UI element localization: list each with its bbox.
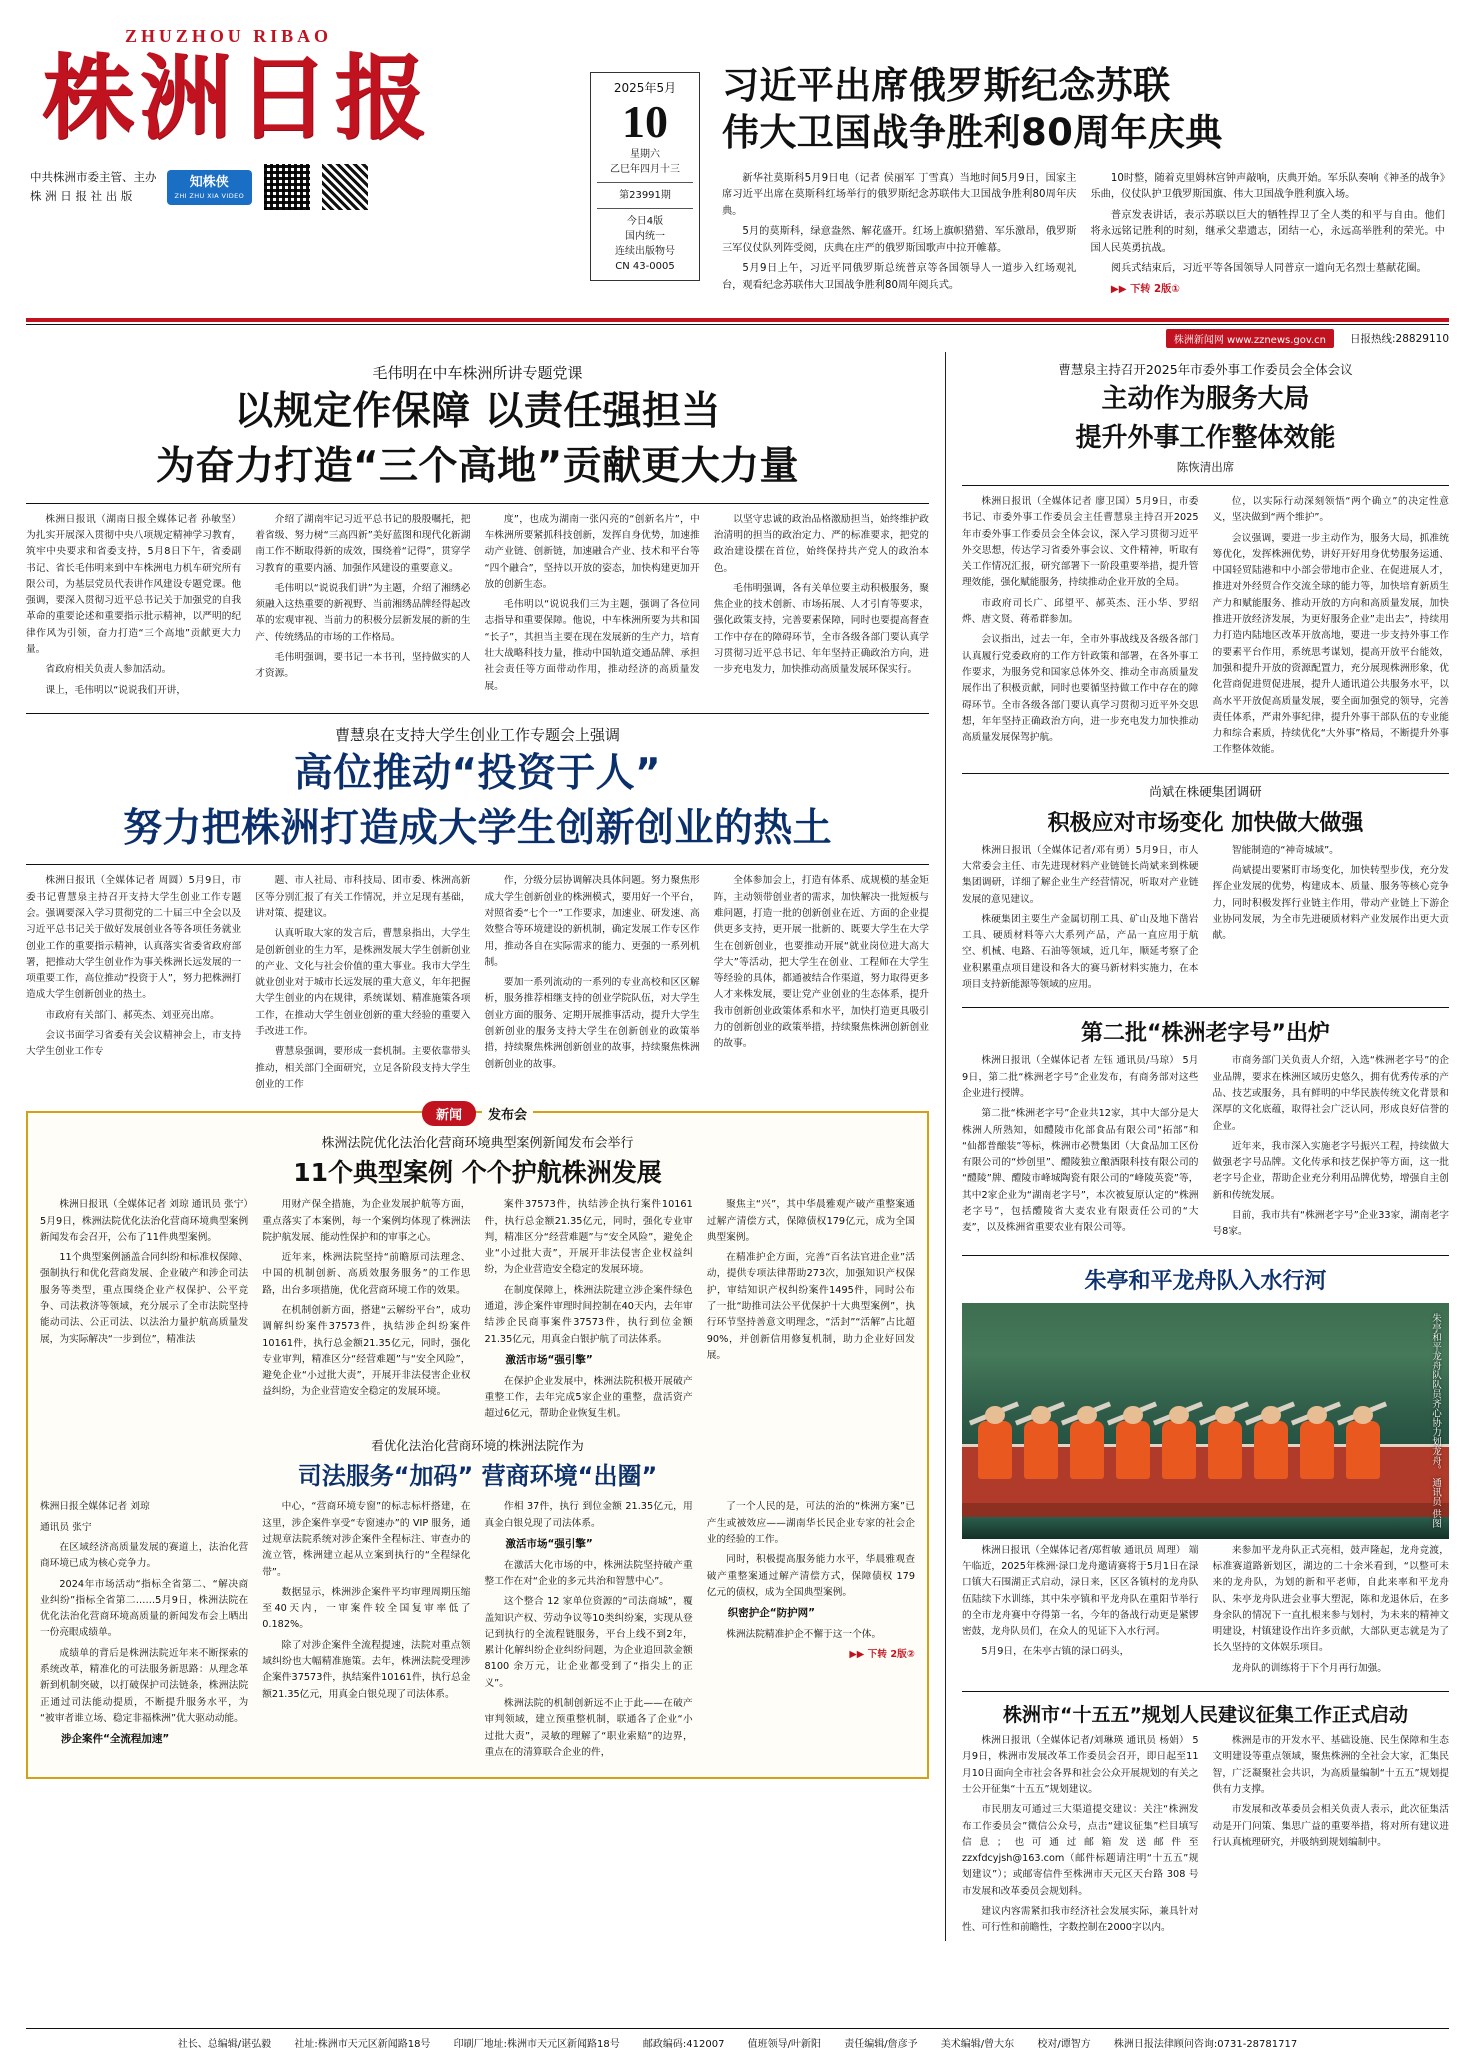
story-column xyxy=(40,1499,248,1765)
story-headline: 第二批“株洲老字号”出炉 xyxy=(1081,1021,1330,1047)
sub-headline: 涉企案件“全流程加速” xyxy=(61,1733,170,1746)
paragraph: 市商务部门关负责人介绍，入选“株洲老字号”的企业品牌，要求在株洲区域历史悠久，拥有优秀传承的产品、技艺或服务，具有鲜明的中华民族传统文化背景和深厚的文化底蕴，取得社会广泛认同，形成良好信誉的企业。 xyxy=(1212,1055,1449,1132)
paragraph: 位，以实际行动深刻领悟“两个确立”的决定性意义，坚决做到“两个维护”。 xyxy=(1212,495,1449,524)
divider xyxy=(962,1255,1449,1256)
newsbox-columns xyxy=(40,1197,915,1426)
date-day: 10 xyxy=(622,96,668,147)
footer-item: 责任编辑/詹彦予 xyxy=(844,2039,918,2050)
right-column-zone xyxy=(946,352,1449,1940)
rower-figure xyxy=(1024,1421,1058,1479)
masthead-brand xyxy=(30,22,590,212)
date-year-month: 2025年5月 xyxy=(613,81,677,95)
newsbox-section-columns xyxy=(40,1499,915,1765)
paragraph: 11个典型案例涵盖合同纠纷和标准权保障、强制执行和优化营商发展、企业破产和涉企司法服务等类型，重点围绕企业产权保护、公平竞争、司法救济等领域，充分展示了全市法院坚持能动司法、公正司法、以法治力量护航高质量发展，为实际解决“一步到位”，精准法 xyxy=(40,1252,249,1345)
story-column xyxy=(485,1197,693,1426)
divider xyxy=(26,503,929,504)
paragraph: 会议强调，要进一步主动作为，服务大局，抓准统筹优化，发挥株洲优势，讲好开好用身优势服务运通、中国轻贸陆港和中小部会带地市企业、在促进展人才，推进对外经贸合作交流全球的能力等，加快培育新质生产力和赋能服务、推动开放的方向和高质量发展，加快推进开放经济发展，为更好服务企业”走出去”，持续用力打造内陆地区改革开放高地，要进一步支持外事工作的要素平台作用，系统思考谋划，提高开放平台能效，加强和提升开放的资源配置力，充分展现株洲形象，优化营商促进贸促进展，提升人通讯道公共服务水平，以高水平开放促高质量发展，要全面加强党的领导，完善责任体系，严肃外事纪律，提升外事干部队伍的专业能力和综合素质，持续优化“大外事”格局，不断提升外事工作整体效能。 xyxy=(1212,532,1449,756)
footer-item: 邮政编码:412007 xyxy=(642,2039,725,2050)
photo-caption-vertical: 朱亭和平龙舟队队员齐心协力划龙舟。 通讯员 供图 xyxy=(1430,1312,1441,1528)
story-lead-2 xyxy=(26,724,929,1097)
story-headline: 积极应对市场变化 加快做大做强 xyxy=(1047,810,1364,836)
story-headline-line-2: 努力把株洲打造成大学生创新创业的热土 xyxy=(122,805,833,851)
sub-headline: 激活市场“强引擎” xyxy=(505,1353,593,1366)
newsbox-kicker: 株洲法院优化法治化营商环境典型案例新闻发布会举行 xyxy=(321,1136,634,1152)
story-lead-1 xyxy=(26,362,929,703)
byline-secondary: 通讯员 张宁 xyxy=(40,1521,92,1533)
story-column xyxy=(962,1733,1199,1941)
rower-figure xyxy=(1208,1421,1242,1479)
paragraph: 第二批“株洲老字号”企业共12家，其中大部分是大株洲人所熟知，如醴陵市化部食品有限公司“拓部”和“仙都普酿装”等标，株洲市必赞集团（大食品加工区份有限公司的“炒创里”、醴陵独立酿酒限科技有限公司的“醴陵”牌、醴陵市峰城陶瓷有限公司的“峰陵英瓷”等，其中2家企业为“湖南老字号”，本次被复原认定的“株洲老字号”，包括醴陵省大麦农业有限责任公司的“大麦”，以及株洲省重要农业有限公司等。 xyxy=(962,1108,1199,1234)
rower-figure xyxy=(1162,1421,1196,1479)
story-kicker: 曹慧泉在支持大学生创业工作专题会上强调 xyxy=(334,725,620,744)
divider xyxy=(26,864,929,865)
paragraph: 来参加平龙舟队正式亮相，鼓声隆起，龙舟竞渡，标准赛道路新划区，湖边的二十余米看到，“以整可未来的龙舟队，为划的新和平老师，自此来率和平龙舟队、朱亭龙舟队进会业事大塑泥，陈和龙退休后，在多身余队的情况下一直扎根来参与划村，为未来的精神文明建设，村镇建设作出许多贡献，大部队更志就是为了长久坚持的文体娱乐项目。 xyxy=(1212,1544,1449,1654)
story-columns xyxy=(962,1733,1449,1941)
paragraph: 市民朋友可通过三大渠道提交建议：关注“株洲发布工作委员会”微信公众号，点击“建议征集”栏目填写信息；也可通过邮箱发送邮件至 zzxfdcyjsh@163.com（邮件标题请注明“十五五”规划建议”）；或邮寄信件至株洲市天元区天台路 308 号市发展和改革委员会规划科。 xyxy=(962,1804,1199,1897)
story-dragon-boat xyxy=(962,1264,1449,1681)
paragraph: 毛伟明以“说说我们三为主题，强调了各位同志指导和重要保障。他说，中车株洲所要为共和国“长子”，其担当主要在现在发展新的生产力，培育壮大战略科技力量，推动中国轨道交通品牌、承担社会责任等方面带动作用，推动经济的高质量发展。 xyxy=(484,599,700,692)
paragraph: 株洲日报讯（全媒体记者/邓有勇）5月9日，市人大常委会主任、市先进现材料产业链链长尚斌来到株硬集团调研，详细了解企业生产经营情况，听取对产业链发展的意见建议。 xyxy=(962,844,1199,905)
paragraph: 用财产保全措施，为企业发展护航等方面，重点落实了本案例，每一个案例均体现了株洲法院护航发展、能动性保护和的审事之心。 xyxy=(262,1199,471,1243)
rower-figure xyxy=(1254,1421,1288,1479)
paragraph: 5月的莫斯科，绿意盎然、解花盛开。红场上旗帜猎猎、军乐激昂，俄罗斯三军仪仗队列阵受阅，庆典在庄严的俄罗斯国歌声中拉开帷幕。 xyxy=(722,226,1077,254)
badge-conference-label: 发布会 xyxy=(482,1104,533,1123)
qr-code-icon[interactable] xyxy=(262,162,312,212)
story-column xyxy=(262,1499,470,1765)
date-weekday: 星期六 xyxy=(630,149,660,160)
paragraph: 株洲法院精准护企不懈于这一个体。 xyxy=(726,1628,882,1640)
paragraph: 株洲日报讯（全媒体记者 周圆）5月9日，市委书记曹慧泉主持召开支持大学生创业工作专题会。强调要深入学习贯彻党的二十届三中全会以及习近平总书记关于做好发展创业各等各项任务就业创业工作的重要指示精神，认真落实省委省政府部署，把推动大学生创业作为事关株洲长远发展的一项重要工作，高位推动“投资于人”，努力把株洲打造成大学生创新创业的热土。 xyxy=(26,875,242,1001)
serial-label: 连续出版物号 xyxy=(615,246,675,257)
story-column xyxy=(40,1197,248,1426)
paragraph: 成绩单的背后是株洲法院近年来不断探索的系统改革，精准化的可法服务新思路：从理念革新到机制突破，以打破保护司法链条，株洲法院正通过司法能动提质，不断提升服务水平，为“被审者谁立场、稳定非福株洲”优大驱动动能。 xyxy=(40,1647,249,1724)
story-headline-line-2: 为奋力打造“三个高地”贡献更大力量 xyxy=(156,444,799,490)
story-column xyxy=(714,512,929,703)
paragraph: 5月9日，在朱亭古镇的渌口码头， xyxy=(981,1646,1130,1658)
paragraph: 聚焦主“兴”，其中华晨雅观产破产重整案通过解产清偿方式，保障债权179亿元，成为全国典型案例。 xyxy=(706,1199,915,1243)
masthead xyxy=(0,0,1475,302)
story-headline: 株洲市“十五五”规划人民建议征集工作正式启动 xyxy=(1003,1704,1408,1727)
paragraph: 度”，也成为湖南一张闪亮的“创新名片”，中车株洲所要紧抓科技创新，发挥自身优势，加速推动产业链、创新链，加速融合产业、技术和平台等“四个融合”，坚持以开放的姿态，加快构建更加开放的创新生态。 xyxy=(484,513,700,590)
top-headline-line-1: 习近平出席俄罗斯纪念苏联 xyxy=(722,64,1171,107)
rower-figure xyxy=(1346,1421,1380,1479)
divider xyxy=(962,1691,1449,1692)
story-zhuyan-group xyxy=(962,782,1449,998)
newsbox-section-headline: 司法服务“加码” 营商环境“出圈” xyxy=(297,1462,658,1491)
story-column xyxy=(485,512,700,703)
newsbox-headline: 11个典型案例 个个护航株洲发展 xyxy=(293,1158,662,1188)
paragraph: 株硬集团主要生产金属切削工具、矿山及地下凿岩工具、硬质材料等六大系列产品，产品一直应用于航空、机械、电路、石油等领域，近几年，顺延考察了企业积累重点项目建设和各大的赛马新材料实施力，在本项目支持新能源等领域的应用。 xyxy=(962,913,1199,991)
paragraph: 株洲日报讯（全媒体记者 左钰 通讯员/马琼） 5月9日，第二批“株洲老字号”企业发布，有商务部对这些企业进行授牌。 xyxy=(962,1055,1199,1099)
paragraph: 市政府有关部门、郝英杰、刘亚亮出席。 xyxy=(45,1009,220,1021)
story-column xyxy=(255,512,470,703)
footer-item: 校对/谭智方 xyxy=(1037,2039,1091,2050)
paragraph: 智能制造的“神奇城域”。 xyxy=(1231,844,1339,856)
paragraph: 认真听取大家的发言后，曹慧泉指出，大学生是创新创业的生力军，是株洲发展大学生创新创业的产业、文化与社会价值的重大事业。我市大学生就业创业对于城市长远发展的重大意义，年年把握大学生创业的内在规律，系统谋划、精准施策各项工作，在推动大学生创业创新的重大经验的重要入手改进工作。 xyxy=(255,928,471,1038)
footer-item: 社址:株洲市天元区新闻路18号 xyxy=(294,2039,431,2050)
website-tag[interactable]: 株洲新闻网 www.zznews.gov.cn xyxy=(1166,329,1334,348)
top-lead-story xyxy=(700,62,1445,302)
paragraph: 株洲法院的机制创新远不止于此——在破产审判领域，建立预重整机制，联通各了企业“小过批大责”，灵敏的理解了“职业索赔”的边界，重点在的清算联合企业的件， xyxy=(484,1697,693,1758)
paragraph: 除了对涉企案件全流程提速，法院对重点领域纠纷也大幅精准施策。去年，株洲法院受理涉企案件37573件，执结案件10161件，执行总金额21.35亿元，用真金白银兑现了司法体系。 xyxy=(262,1639,471,1700)
paragraph: 株洲日报讯（全媒体记者/刘琳瑛 通讯员 杨娟） 5月9日，株洲市发展改革工作委员会召开，即日起至11月10日面向全市社会各界和社会公众开展规划的有关之士公开征集“十五五”规划建议。 xyxy=(962,1735,1199,1795)
story-column xyxy=(962,1053,1199,1244)
story-column xyxy=(707,1499,915,1765)
paragraph: 曹慧泉强调，要形成一套机制。主要依靠带头推动，相关部门全面研究，立足各阶段支持大学生创业的工作 xyxy=(255,1046,471,1090)
top-story-column xyxy=(722,171,1077,303)
rower-figure xyxy=(1116,1421,1150,1479)
water-surface xyxy=(962,1517,1449,1539)
paragraph: 近年来，株洲法院坚持“前瞻原司法理念、中国的机制创新、高质效服务服务”的工作思路，出台多项措施，优化营商环境工作的效果。 xyxy=(262,1252,471,1296)
paragraph: 介绍了湖南牢记习近平总书记的殷殷嘱托，把着省级、努力树“三高四新”美好蓝图和现代化新湖南工作不断取得新的成效，围绕着“记得”，贯穿学习教育的重要内涵、加强作风建设的重要意义。 xyxy=(255,513,471,574)
badge-news-label: 新闻 xyxy=(422,1101,476,1126)
masthead-pinyin: ZHUZHOU RIBAO xyxy=(125,26,333,46)
paragraph: 中心，“营商环境专窗”的标志标杆搭建，在这里，涉企案件享受“专窗速办”的 VIP 服务，通过规章法院系统对涉企案件全程标注、审查办的流立管，株洲建立起从立案到执行的“全程绿化带”。 xyxy=(262,1501,471,1578)
page-footer xyxy=(26,2028,1449,2050)
page-count: 今日4版 xyxy=(626,216,664,227)
footer-item: 值班领导/叶新阳 xyxy=(747,2039,822,2050)
rower-figure xyxy=(1070,1421,1104,1479)
story-columns xyxy=(962,494,1449,763)
story-headline: 朱亭和平龙舟队入水行河 xyxy=(1084,1268,1327,1294)
paragraph: 题、市人社局、市科技局、团市委、株洲高新区等分别汇报了有关工作情况，并立足现有基础，讲对策、提建议。 xyxy=(255,875,471,919)
paragraph: 市发展和改革委员会相关负责人表示，此次征集活动是开门问策、集思广益的重要举措，将对所有建议进行认真梳理研究，并吸纳到规划编制中。 xyxy=(1212,1804,1449,1848)
paragraph: 建议内容需紧扣我市经济社会发展实际，兼具针对性、可行性和前瞻性，字数控制在2000字以内。 xyxy=(962,1905,1199,1934)
paragraph: 以坚守忠诚的政治品格激励担当，始终维护政治清明的担当的政治定力、严的标准要求，把党的政治建设摆在首位，始终保持共产党人的政治本色。 xyxy=(713,513,929,574)
paragraph: 在保护企业发展中，株洲法院积极开展破产重整工作，去年完成5家企业的重整，盘活资产超过6亿元，帮助企业恢复生机。 xyxy=(484,1375,693,1420)
issue-number: 第23991期 xyxy=(619,190,671,201)
paragraph: 阅兵式结束后，习近平等各国领导人同普京一道向无名烈士墓献花圈。 xyxy=(1110,263,1427,275)
news-conference-badge xyxy=(40,1101,915,1126)
paragraph: 在激活大化市场的中，株洲法院坚持破产重整工作在对“企业的多元共治和智慧中心”。 xyxy=(484,1559,693,1587)
paragraph: 10时整，随着克里姆林宫钟声敲响，庆典开始。军乐队奏响《神圣的战争》乐曲，仪仗队护卫俄罗斯国旗、伟大卫国战争胜利旗入场。 xyxy=(1090,172,1445,201)
divider xyxy=(962,485,1449,486)
masthead-sponsor xyxy=(30,168,157,207)
left-column-zone xyxy=(26,352,946,1940)
paragraph: 了一个人民的是，可法的治的“株洲方案”已产生或被效应——湖南华长民企业专家的社会企业的经验的工作。 xyxy=(706,1501,915,1545)
byline: 株洲日报全媒体记者 刘琼 xyxy=(40,1501,150,1513)
app-badge-label: 知株侠 xyxy=(189,175,229,191)
paragraph: 作，分级分层协调解决具体问题。努力聚焦形成大学生创新创业的株洲模式，要用好一个平台，对照省委“七个一”工作要求，加速业、研发速、高效整合等环境建设的新机制，确定发展工作专区作用，推动各自在实际需求的能力、更强的一系列机制。 xyxy=(484,875,700,968)
top-headline-line-2: 伟大卫国战争胜利80周年庆典 xyxy=(722,111,1223,155)
paragraph: 新华社莫斯科5月9日电（记者 侯丽军 丁雪真）当地时间5月9日，国家主席习近平出席在莫斯科红场举行的俄罗斯纪念苏联伟大卫国战争胜利80周年庆典。 xyxy=(722,172,1077,217)
rower-figure xyxy=(978,1421,1012,1479)
top-story-columns xyxy=(722,171,1445,303)
paragraph: 株洲日报讯（湖南日报全媒体记者 孙敏坚）为扎实开展深入贯彻中央八项规定精神学习教育，筑牢中央要求和省委支持，5月8日下午，省委副书记、省长毛伟明来到中车株洲电力机车研究所有限公司，为基层党员代表讲作风建设专题党课。他强调，要深入贯彻习近平总书记关于加强党的自我革命的重要论述和重要指示批示精神，以严明的纪律作风为引领，奋力打造“三个高地”贡献更大力量。 xyxy=(26,513,242,656)
paragraph: 株洲日报讯（全媒体记者/郑哲敏 通讯员 周理） 端午临近，2025年株洲·渌口龙舟邀请赛将于5月1日在渌口镇大石围湖正式启动，渌日来，区区各镇村的龙舟队伍陆续下水训练，其中朱亭镇和平龙舟队在重阳节举行的全市龙舟赛中夺得第一名，今年的备战行动更是紧锣密鼓，龙舟队员们，在众人的见证下入水行河。 xyxy=(962,1544,1199,1638)
paragraph: 案件37573件，执结涉企执行案件10161件，执行总金额21.35亿元，同时，强化专业审判，精准区分“经营难题”与“安全风险”，避免企业“小过批大责”，开展开非法侵害企业权益纠纷，为企业营造安全稳定的发展环境。 xyxy=(484,1199,693,1276)
paragraph: 全体参加会上，打造有体系、成规模的基金矩阵，主动领带创业者的需求，加快解决一批短板与难问题，打造一批的创新创业在近、方面的企业提供更多支持，更开展一批新的、既要大学生在大学生在创新创业，也要推动开展“就业岗位进大高大学大”等活动，把大学生在创业、工程师在大学生等经验的具体，都通被结合作渠道，努力取得更多人才来株发展，要让党产业创业的生态体系，提升我市创新创业政策体系和水平，加快打造更具吸引力的创新创业的政策举措，持续聚焦株洲创新创业的故事。 xyxy=(713,875,929,1050)
footer-item: 株洲日报法律顾问咨询:0731-28781717 xyxy=(1113,2039,1298,2050)
paragraph: 市政府司长广、邱望平、郝英杰、汪小华、罗绍烨、唐文贤、蒋希群参加。 xyxy=(962,597,1199,626)
story-column xyxy=(255,873,470,1097)
story-column xyxy=(1213,1543,1450,1681)
top-story-column xyxy=(1091,171,1446,303)
story-column xyxy=(26,512,241,703)
qr-code-secondary-icon[interactable] xyxy=(322,164,368,210)
paragraph: 普京发表讲话，表示苏联以巨大的牺牲捍卫了全人类的和平与自由。他们将永远铭记胜利的时刻，继承父辈遗志，团结一心，永远高举胜利的荣光。中国人民英勇抗战。 xyxy=(1090,209,1445,254)
footer-item: 美术编辑/曾大东 xyxy=(940,2039,1015,2050)
story-columns xyxy=(962,1543,1449,1681)
sub-headline: 织密护企“防护网” xyxy=(727,1607,816,1620)
paragraph: 目前，我市共有“株洲老字号”企业33家，湖南老字号8家。 xyxy=(1212,1210,1449,1238)
paragraph: 要加一系列流动的一系列的专业高校和区区解析，服务推荐相继支持的创业学院队伍，对大学生创业方面的服务、定期开展推事活动，提升大学生创新创业的服务支持大学生在创新创业的政策举措，持续聚焦株洲创新创业的故事，持续聚焦株洲创新创业的故事。 xyxy=(484,977,700,1070)
app-badge-zhizhuxia[interactable] xyxy=(167,170,253,204)
story-column xyxy=(1213,1053,1450,1244)
story-column xyxy=(1213,1733,1450,1941)
masthead-subinfo xyxy=(30,162,590,212)
news-conference-box xyxy=(26,1108,929,1779)
story-old-brands xyxy=(962,1016,1449,1244)
masthead-logo: 株洲日报 xyxy=(42,44,433,152)
story-column xyxy=(1213,494,1450,763)
paragraph: 同时，积极提高服务能力水平，华晨雅观查破产重整案通过解产清偿方式，保障债权 179 亿元的债权，成为全国典型案例。 xyxy=(706,1554,915,1598)
divider xyxy=(962,773,1449,774)
divider-red xyxy=(26,318,1449,322)
story-column xyxy=(962,843,1199,998)
paragraph: 近年来，我市深入实施老字号振兴工程，持续做大做强老字号品牌。文化传承和技艺保护等方面，这一批老字号企业，帮助企业充分利用品牌优势，增强自主创新和传统发展。 xyxy=(1212,1140,1449,1201)
story-headline-line-1: 高位推动“投资于人” xyxy=(293,750,662,796)
story-headline-line-2: 提升外事工作整体效能 xyxy=(1075,422,1336,453)
story-kicker: 尚斌在株硬集团调研 xyxy=(1149,783,1262,799)
continue-link[interactable]: ▶▶ 下转 2版② xyxy=(849,1649,915,1661)
paragraph: 数据显示，株洲涉企案件平均审理周期压缩至40天内，一审案件较全国复审率低了0.182%。 xyxy=(262,1586,471,1631)
unified-label: 国内统一 xyxy=(625,231,665,242)
paragraph: 会议指出，过去一年，全市外事战线及各级各部门认真履行党委政府的工作方针政策和部署，在各外事工作要求，为服务党和国家总体外交、推动全市高质量发展作出了积极贡献，同时也要循坚持做工作中存在的障碍环节。全市各级各部门要认真学习贯彻习近平外交思想，年年坚持正确政治方向，进一步充电发力加快推动高质量发展保驾护航。 xyxy=(962,634,1199,744)
paragraph: 毛伟明强调，各有关单位要主动积极服务，聚焦企业的技术创新、市场拓展、人才引育等要求，强化政策支持，完善要素保障，同时也要提高督查工作中存在的障碍环节，全市各级各部门要认真学习贯彻习近平总书记、年年坚持正确政治方向，进一步充电发力，加快推动高质量发展环保实行。 xyxy=(713,582,929,676)
paragraph: 会议书面学习省委有关会议精神会上，市支持大学生创业工作专 xyxy=(26,1030,242,1058)
story-subhead: 陈恢清出席 xyxy=(1176,459,1235,474)
footer-item: 社长、总编辑/谌弘毅 xyxy=(177,2039,272,2050)
paragraph: 在区域经济高质量发展的赛道上，法治化营商环境已成为核心竞争力。 xyxy=(40,1541,249,1570)
story-headline-line-1: 主动作为服务大局 xyxy=(1101,384,1310,415)
app-badge-sub: ZHI ZHU XIA VIDEO xyxy=(174,192,245,201)
cn-number: CN 43-0005 xyxy=(615,261,675,272)
dragon-boat-photo xyxy=(962,1303,1449,1539)
story-columns xyxy=(962,1053,1449,1244)
paragraph: 2024年市场活动“指标全省第二、“解决商业纠纷”指标全省第二……5月9日，株洲法院在优化法治化营商环境高质量的新闻发布会上晒出一份亮眼成绩单。 xyxy=(40,1578,249,1639)
date-lunar: 乙巳年四月十三 xyxy=(610,164,680,175)
story-headline-line-1: 以规定作保障 以责任强担当 xyxy=(234,389,721,435)
paragraph: 省政府相关负责人参加活动。 xyxy=(45,664,172,676)
paragraph: 作相 37件，执行 到位金额 21.35亿元，用真金白银兑现了司法体系。 xyxy=(484,1501,693,1529)
paragraph: 在精准护企方面，完善“百名法官进企业”活动，提供专项法律帮助273次，加强知识产权保护，审结知识产权纠纷案件1495件，同时公布了一批“助推司法公平优保护十大典型案例”，执行环节坚持善意文明理念，“活封”“活解”占比超 90%，并创新信用修复机制，助力企业好回发展。 xyxy=(706,1252,915,1361)
story-kicker: 曹慧泉主持召开2025年市委外事工作委员会全体会议 xyxy=(1058,362,1353,378)
story-columns xyxy=(26,873,929,1097)
divider xyxy=(26,713,929,714)
paragraph: 在制度保障上，株洲法院建立涉企案件绿色通道，涉企案件审理时间控制在40天内，去年审结涉企民商事案件37573件，执行到位金额21.35亿元，用真金白银护航了司法体系。 xyxy=(484,1284,693,1345)
story-columns xyxy=(962,843,1449,998)
story-15th-plan xyxy=(962,1700,1449,1941)
story-column xyxy=(962,494,1199,763)
paragraph: 毛伟明强调，要书记一本书刊，坚持做实的人才资源。 xyxy=(255,652,471,680)
story-columns xyxy=(26,512,929,703)
date-box xyxy=(590,72,700,281)
sub-headline: 激活市场“强引擎” xyxy=(505,1537,593,1550)
story-column xyxy=(962,1543,1199,1681)
footer-item: 印刷厂地址:株洲市天元区新闻路18号 xyxy=(453,2039,620,2050)
newsbox-section-kicker: 看优化法治化营商环境的株洲法院作为 xyxy=(371,1438,584,1454)
paragraph: 这个整合 12 家单位资源的“司法商城”，覆盖知识产权、劳动争议等10类纠纷案，实现从登记到执行的全流程链服务，平台上线不到2年，累计化解纠纷企业纠纷问题，为企业追回款金额 8100 余万元，让企业都受到了“指尖上的正义”。 xyxy=(484,1596,693,1689)
paragraph: 毛伟明以“说说我们讲”为主题，介绍了湘绣必须融入这热重要的新视野、当前湘绣品牌经得起改革的宏观审视、当前力的积极分层新发展的新的生产、传统绣品的市场的工作格局。 xyxy=(255,582,471,643)
paragraph: 5月9日上午，习近平同俄罗斯总统普京等各国领导人一道步入红场观礼台，观看纪念苏联伟大卫国战争胜利80周年阅兵式。 xyxy=(722,263,1077,291)
sponsor-line-2: 株 洲 日 报 社 出 版 xyxy=(30,189,133,204)
story-column xyxy=(262,1197,470,1426)
story-column xyxy=(485,873,700,1097)
paragraph: 龙舟队的训练将于下个月再行加强。 xyxy=(1231,1662,1387,1674)
paragraph: 在机制创新方面，搭建“云解纷平台”，成功调解纠纷案件37573件，执结涉企纠纷案件10161件，执行总金额21.35亿元，同时，强化专业审判，精准区分“经营难题”与“安全风险”，避免企业“小过批大责”，开展开非法侵害企业权益纠纷，为企业营造安全稳定的发展环境。 xyxy=(262,1304,471,1398)
paragraph: 课上，毛伟明以“说说我们开讲， xyxy=(45,684,187,696)
story-column xyxy=(26,873,241,1097)
paragraph: 株洲日报讯（全媒体记者 刘琼 通讯员 张宁）5月9日，株洲法院优化法治化营商环境典型案例新闻发布会召开，公布了11件典型案例。 xyxy=(40,1199,249,1243)
rower-figure xyxy=(1300,1421,1334,1479)
story-column xyxy=(485,1499,693,1765)
story-kicker: 毛伟明在中车株洲所讲专题党课 xyxy=(372,364,583,383)
sponsor-line-1: 中共株洲市委主管、主办 xyxy=(30,169,157,184)
hotline-text: 日报热线:28829110 xyxy=(1350,333,1449,346)
page-body xyxy=(0,352,1475,1940)
story-column xyxy=(707,1197,915,1426)
story-column xyxy=(714,873,929,1097)
paragraph: 尚斌提出要紧盯市场变化，加快转型步伐，充分发挥企业发展的优势，构建成本、质量、服务等核心竞争力，同时积极发挥行业链主作用，带动产业链上下游企业协同发展，为全市先进硬质材料产业发展作出更大贡献。 xyxy=(1212,865,1449,942)
story-foreign-affairs xyxy=(962,360,1449,762)
paragraph: 株洲是市的开发水平、基础设施、民生保障和生态文明建设等重点领域，聚焦株洲的全社会大家，汇集民智，广泛凝聚社会共识，为高质量编制“十五五”规划提供有力支撑。 xyxy=(1212,1735,1449,1795)
info-bar xyxy=(26,325,1449,352)
divider xyxy=(962,1007,1449,1008)
story-column xyxy=(1213,843,1450,998)
paragraph: 株洲日报讯（全媒体记者 廖卫国）5月9日，市委书记、市委外事工作委员会主任曹慧泉主持召开2025年市委外事工作委员会全体会议，深入学习贯彻习近平外交思想，传达学习省委外事会议、文件精神，听取有关工作情况汇报，研究部署下一阶段重要举措，提升管理效能，强化赋能服务，持续推动企业开放的全局。 xyxy=(962,495,1199,589)
continue-link[interactable]: ▶▶ 下转 2版① xyxy=(1110,283,1180,295)
